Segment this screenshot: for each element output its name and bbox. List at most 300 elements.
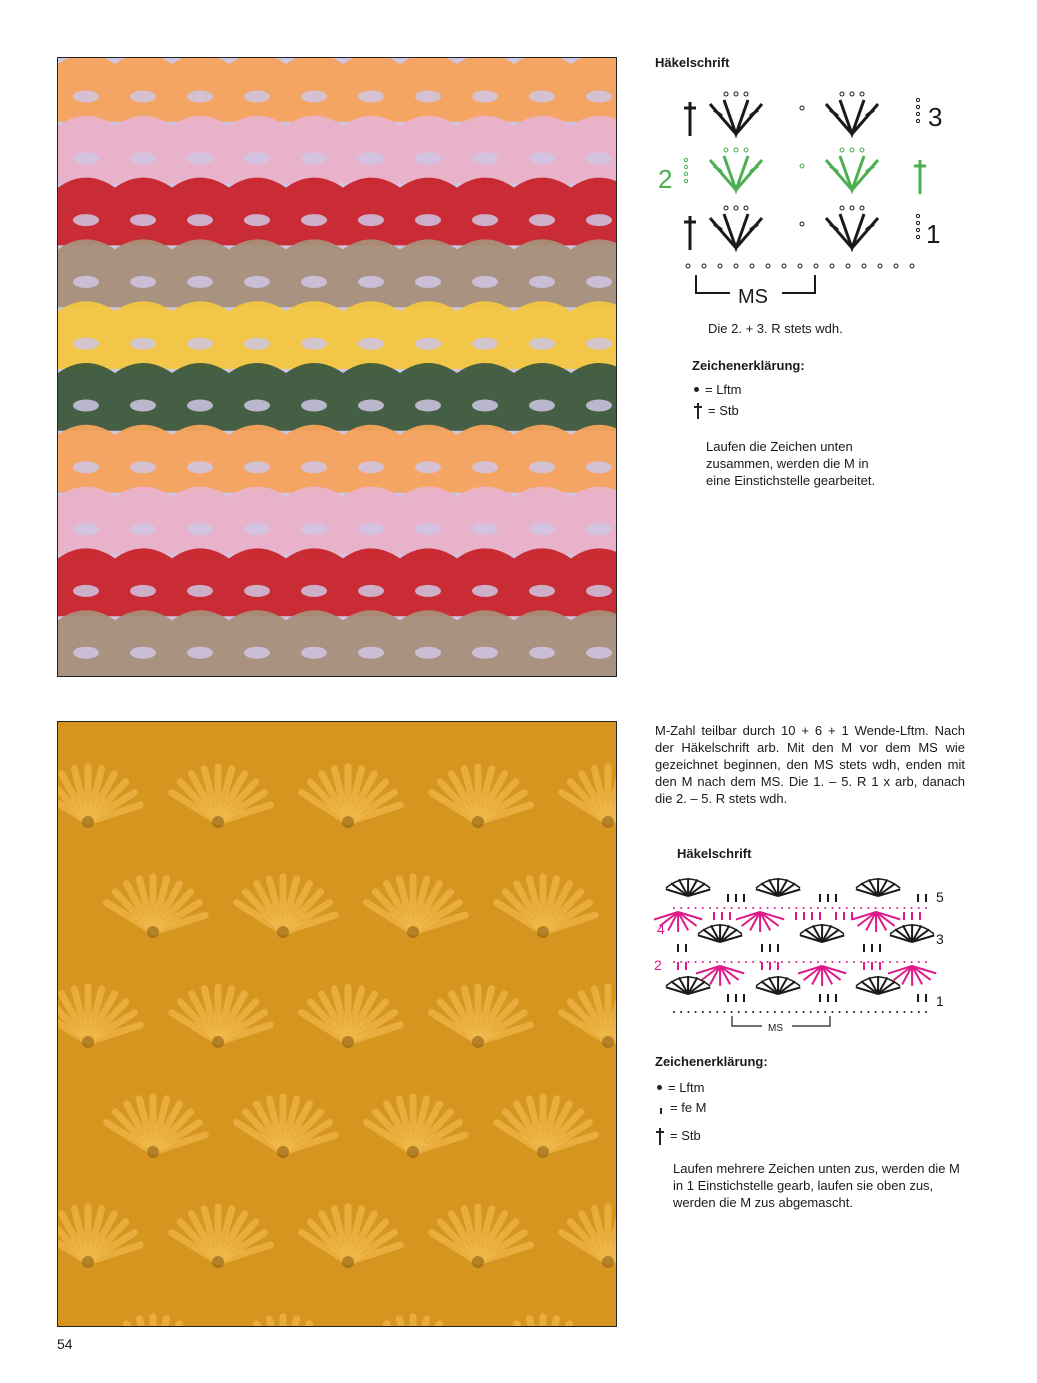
photo2-center bbox=[342, 1256, 354, 1268]
photo1-gap bbox=[529, 585, 555, 597]
photo1-gap bbox=[586, 152, 612, 164]
chart1-foundation-chain bbox=[894, 264, 898, 268]
photo1-gap bbox=[472, 461, 498, 473]
photo1-gap bbox=[358, 523, 384, 535]
chart2-chain-dot bbox=[860, 1011, 862, 1013]
chart2-chain-dot bbox=[846, 907, 848, 909]
chart1-chain-dot bbox=[916, 235, 919, 238]
chart2-chain-dot bbox=[709, 907, 711, 909]
chart2-chain-dot bbox=[810, 1011, 812, 1013]
photo1-gap bbox=[301, 461, 327, 473]
photo1-gap bbox=[301, 276, 327, 288]
photo1-gap bbox=[472, 90, 498, 102]
photo1-gap bbox=[472, 523, 498, 535]
chart1-foundation-chain bbox=[702, 264, 706, 268]
chart1-chain-dot bbox=[800, 164, 804, 168]
chart2-chain-dot bbox=[774, 907, 776, 909]
chart1-row-label-3: 3 bbox=[928, 102, 943, 132]
legend1-treble-text: = Stb bbox=[708, 402, 739, 418]
photo1-gap bbox=[301, 585, 327, 597]
photo1-gap bbox=[244, 214, 270, 226]
chart2-symbols bbox=[654, 878, 936, 1013]
chart2-chain-dot bbox=[673, 1011, 675, 1013]
chart2-chain-dot bbox=[673, 907, 675, 909]
photo1-gap bbox=[244, 399, 270, 411]
chart2-chain-dot bbox=[839, 1011, 841, 1013]
chart2-chain-dot bbox=[687, 961, 689, 963]
chart1-chain-dot bbox=[850, 206, 854, 210]
chart2-chain-dot bbox=[824, 1011, 826, 1013]
chart2-chain-dot bbox=[680, 1011, 682, 1013]
chart1-foundation-chain bbox=[814, 264, 818, 268]
chart2-chain-dot bbox=[860, 907, 862, 909]
chart2-chain-dot bbox=[774, 1011, 776, 1013]
photo2-center bbox=[342, 1036, 354, 1048]
photo1-gap bbox=[130, 523, 156, 535]
chart-heading-1: Häkelschrift bbox=[655, 55, 730, 70]
photo1-gap bbox=[529, 647, 555, 659]
photo2-center bbox=[407, 926, 419, 938]
chart2-repeat-label: MS bbox=[768, 1023, 783, 1034]
photo1-gap bbox=[586, 523, 612, 535]
photo1-gap bbox=[73, 523, 99, 535]
photo1-gap bbox=[415, 461, 441, 473]
photo1-gap bbox=[301, 338, 327, 350]
chart2-chain-dot bbox=[875, 907, 877, 909]
photo1-gap bbox=[130, 276, 156, 288]
photo1-gap bbox=[187, 338, 213, 350]
photo1-gap bbox=[244, 338, 270, 350]
chart1-chain-dot bbox=[734, 148, 738, 152]
legend2-chain-text: = Lftm bbox=[668, 1080, 705, 1095]
photo1-stripe bbox=[58, 425, 616, 493]
chart2-chain-dot bbox=[759, 907, 761, 909]
photo1-gap bbox=[301, 152, 327, 164]
photo1-stripe bbox=[58, 58, 616, 122]
chart2-chain-dot bbox=[745, 1011, 747, 1013]
chain-dot-icon bbox=[694, 387, 699, 392]
chart1-note: Die 2. + 3. R stets wdh. bbox=[708, 321, 843, 336]
photo1-gap bbox=[415, 585, 441, 597]
chart2-chain-dot bbox=[867, 1011, 869, 1013]
photo1-gap bbox=[73, 461, 99, 473]
photo2-center bbox=[147, 1146, 159, 1158]
chart2-row-label-3: 3 bbox=[936, 931, 944, 947]
photo1-stripe bbox=[58, 610, 616, 676]
chart2-chain-dot bbox=[803, 1011, 805, 1013]
photo1-gap bbox=[130, 399, 156, 411]
chart1-foundation-chain bbox=[862, 264, 866, 268]
photo1-gap bbox=[586, 399, 612, 411]
photo1-gap bbox=[415, 276, 441, 288]
legend2-row-single bbox=[656, 1099, 707, 1115]
chart1-chain-dot bbox=[800, 106, 804, 110]
chart1-foundation-chain bbox=[734, 264, 738, 268]
photo1-gap bbox=[301, 90, 327, 102]
chart1-chain-dot bbox=[850, 148, 854, 152]
photo1-gap bbox=[301, 647, 327, 659]
photo1-gap bbox=[472, 152, 498, 164]
chart1-chain-dot bbox=[744, 206, 748, 210]
chart1-chain-dot bbox=[684, 158, 687, 161]
chart2-chain-dot bbox=[709, 961, 711, 963]
chart2-chain-dot bbox=[738, 907, 740, 909]
photo1-gap bbox=[529, 276, 555, 288]
photo2-center bbox=[147, 926, 159, 938]
chart2-chain-dot bbox=[716, 1011, 718, 1013]
photo1-gap bbox=[73, 647, 99, 659]
legend2-treble-text: = Stb bbox=[670, 1127, 701, 1143]
chart2-chain-dot bbox=[723, 961, 725, 963]
chart2-chain-dot bbox=[839, 961, 841, 963]
chart2-chain-dot bbox=[716, 907, 718, 909]
photo2-center bbox=[212, 1256, 224, 1268]
chart2-chain-dot bbox=[781, 907, 783, 909]
chart1-chain-dot bbox=[860, 148, 864, 152]
chart1-row-label-2: 2 bbox=[658, 164, 673, 194]
photo1-gap bbox=[187, 152, 213, 164]
photo1-gap bbox=[415, 338, 441, 350]
chart1-chain-dot bbox=[850, 92, 854, 96]
chart2-chain-dot bbox=[759, 1011, 761, 1013]
photo1-gap bbox=[73, 214, 99, 226]
chart2-chain-dot bbox=[702, 961, 704, 963]
pattern2-intro: M-Zahl teilbar durch 10 + 6 + 1 Wende-Lftm. Nach der Häkelschrift arb. Mit den M vor dem MS wie gezeichnet beginnen, den MS stets wdh, enden mit den M nach dem MS. Die 1. – 5. R 1 x arb, danach die 2. – 5. R stets wdh. bbox=[655, 723, 965, 806]
striped-sample-image bbox=[58, 58, 616, 676]
chart2-chain-dot bbox=[860, 961, 862, 963]
chart2-chain-dot bbox=[831, 961, 833, 963]
chart2-chain-dot bbox=[774, 961, 776, 963]
chart2-chain-dot bbox=[716, 961, 718, 963]
photo2-center bbox=[472, 1036, 484, 1048]
chart2-chain-dot bbox=[853, 1011, 855, 1013]
chart1-fan-symbol bbox=[710, 100, 762, 134]
chart2-chain-dot bbox=[738, 1011, 740, 1013]
chart1-chain-dot bbox=[840, 148, 844, 152]
chart1-chain-dot bbox=[800, 222, 804, 226]
photo1-gap bbox=[415, 214, 441, 226]
photo1-gap bbox=[472, 214, 498, 226]
chart2-chain-dot bbox=[903, 907, 905, 909]
photo1-gap bbox=[586, 276, 612, 288]
chart2-chain-dot bbox=[875, 961, 877, 963]
chart2-chain-dot bbox=[723, 1011, 725, 1013]
photo1-gap bbox=[472, 647, 498, 659]
chart1-fan-symbol bbox=[710, 214, 762, 248]
treble-icon bbox=[654, 1124, 666, 1146]
chart1-repeat-label: MS bbox=[738, 286, 768, 308]
chart2-chain-dot bbox=[788, 961, 790, 963]
photo1-gap bbox=[529, 461, 555, 473]
photo1-stripe bbox=[58, 116, 616, 184]
chart2-chain-dot bbox=[882, 961, 884, 963]
chart1-fan-symbol bbox=[826, 214, 878, 248]
chart1-chain-dot bbox=[744, 148, 748, 152]
chart2-chain-dot bbox=[903, 1011, 905, 1013]
chart2-chain-dot bbox=[803, 907, 805, 909]
photo1-gap bbox=[358, 338, 384, 350]
chart2-chain-dot bbox=[687, 907, 689, 909]
photo2-center bbox=[407, 1146, 419, 1158]
photo2-center bbox=[82, 816, 94, 828]
chart2-chain-dot bbox=[731, 1011, 733, 1013]
photo1-gap bbox=[73, 152, 99, 164]
chart1-fan-symbol bbox=[710, 156, 762, 190]
photo1-gap bbox=[130, 585, 156, 597]
photo1-gap bbox=[187, 90, 213, 102]
photo1-gap bbox=[529, 90, 555, 102]
chart2-chain-dot bbox=[795, 907, 797, 909]
photo1-gap bbox=[529, 338, 555, 350]
chart1-chain-dot bbox=[684, 165, 687, 168]
chart2-chain-dot bbox=[824, 961, 826, 963]
chart2-row-label-1: 1 bbox=[936, 993, 944, 1009]
chart2-chain-dot bbox=[723, 907, 725, 909]
photo1-gap bbox=[472, 399, 498, 411]
chart1-chain-dot bbox=[734, 206, 738, 210]
photo1-stripe bbox=[58, 178, 616, 246]
photo1-stripe bbox=[58, 548, 616, 616]
chart2-chain-dot bbox=[767, 961, 769, 963]
chart2-chain-dot bbox=[925, 1011, 927, 1013]
chart1-chain-dot bbox=[916, 112, 919, 115]
chart1-chain-dot bbox=[840, 206, 844, 210]
photo1-gap bbox=[244, 276, 270, 288]
photo1-gap bbox=[415, 152, 441, 164]
chart2-chain-dot bbox=[918, 1011, 920, 1013]
chain-dot-icon bbox=[657, 1085, 662, 1090]
chart2-chain-dot bbox=[745, 907, 747, 909]
chart2-chain-dot bbox=[695, 907, 697, 909]
crochet-sample-photo-striped bbox=[57, 57, 617, 677]
photo1-stripe bbox=[58, 301, 616, 369]
photo1-gap bbox=[187, 585, 213, 597]
chart2-chain-dot bbox=[918, 907, 920, 909]
chart2-chain-dot bbox=[788, 907, 790, 909]
chart1-foundation-chain bbox=[750, 264, 754, 268]
photo1-gap bbox=[187, 523, 213, 535]
photo1-gap bbox=[586, 338, 612, 350]
chart2-chain-dot bbox=[752, 1011, 754, 1013]
chart2-chain-dot bbox=[911, 1011, 913, 1013]
photo1-gap bbox=[415, 523, 441, 535]
photo1-gap bbox=[73, 90, 99, 102]
chart2-chain-dot bbox=[795, 1011, 797, 1013]
chart2-chain-dot bbox=[752, 961, 754, 963]
photo1-gap bbox=[358, 647, 384, 659]
legend1-heading: Zeichenerklärung: bbox=[692, 358, 805, 373]
chart1-treble-symbol bbox=[684, 102, 696, 136]
chart1-treble-symbol bbox=[684, 216, 696, 250]
chart1-chain-dot bbox=[724, 206, 728, 210]
chart2-chain-dot bbox=[810, 907, 812, 909]
photo1-gap bbox=[529, 214, 555, 226]
photo1-gap bbox=[415, 90, 441, 102]
photo1-gap bbox=[472, 338, 498, 350]
chart1-chain-dot bbox=[684, 172, 687, 175]
chart2-chain-dot bbox=[709, 1011, 711, 1013]
chart1-chain-dot bbox=[744, 92, 748, 96]
page-number: 54 bbox=[57, 1336, 73, 1352]
chart1-chain-dot bbox=[860, 92, 864, 96]
chart1-fan-symbol bbox=[826, 100, 878, 134]
photo1-gap bbox=[586, 461, 612, 473]
photo1-gap bbox=[244, 647, 270, 659]
photo1-gap bbox=[529, 152, 555, 164]
chart2-chain-dot bbox=[687, 1011, 689, 1013]
chart1-chain-dot bbox=[860, 206, 864, 210]
chart1-foundation-chain bbox=[782, 264, 786, 268]
chart2-chain-dot bbox=[731, 907, 733, 909]
photo1-gap bbox=[301, 523, 327, 535]
chart2-chain-dot bbox=[875, 1011, 877, 1013]
legend1-row-chain bbox=[694, 382, 742, 397]
legend2-single-text: = fe M bbox=[670, 1099, 707, 1115]
chart1-foundation-chain bbox=[718, 264, 722, 268]
chart2-chain-dot bbox=[767, 907, 769, 909]
photo1-gap bbox=[529, 523, 555, 535]
photo1-gap bbox=[187, 214, 213, 226]
chart2-chain-dot bbox=[831, 907, 833, 909]
chart2-chain-dot bbox=[695, 1011, 697, 1013]
photo1-gap bbox=[73, 338, 99, 350]
photo1-gap bbox=[130, 214, 156, 226]
photo1-gap bbox=[472, 276, 498, 288]
chart1-chain-dot bbox=[724, 148, 728, 152]
chart2-chain-dot bbox=[918, 961, 920, 963]
photo1-gap bbox=[358, 585, 384, 597]
legend2-heading: Zeichenerklärung: bbox=[655, 1054, 768, 1069]
photo2-center bbox=[277, 926, 289, 938]
chart1-row-label-1: 1 bbox=[926, 219, 941, 249]
chart2-row-label-5: 5 bbox=[936, 889, 944, 905]
chart2-chain-dot bbox=[702, 907, 704, 909]
chart2-chain-dot bbox=[911, 961, 913, 963]
legend1-row-treble bbox=[692, 400, 739, 420]
photo1-gap bbox=[415, 399, 441, 411]
photo1-gap bbox=[187, 276, 213, 288]
photo2-center bbox=[212, 816, 224, 828]
chart2-chain-dot bbox=[767, 1011, 769, 1013]
chart2-chain-dot bbox=[831, 1011, 833, 1013]
photo1-gap bbox=[73, 276, 99, 288]
photo1-gap bbox=[358, 276, 384, 288]
chart1-symbols bbox=[684, 92, 926, 268]
photo1-gap bbox=[358, 90, 384, 102]
chart2-chain-dot bbox=[680, 961, 682, 963]
chart2-chain-dot bbox=[788, 1011, 790, 1013]
chart2-chain-dot bbox=[839, 907, 841, 909]
chart1-foundation-chain bbox=[798, 264, 802, 268]
chart2-chain-dot bbox=[824, 907, 826, 909]
photo1-gap bbox=[358, 461, 384, 473]
legend1-explanation: Laufen die Zeichen unten zusammen, werden die M in eine Einstichstelle gearbeitet. bbox=[706, 439, 876, 488]
treble-icon bbox=[692, 400, 704, 420]
chart1-chain-dot bbox=[916, 228, 919, 231]
photo1-gap bbox=[187, 461, 213, 473]
photo2-center bbox=[277, 1146, 289, 1158]
chart2-chain-dot bbox=[911, 907, 913, 909]
photo2-center bbox=[602, 816, 614, 828]
photo1-gap bbox=[130, 90, 156, 102]
chart2-chain-dot bbox=[903, 961, 905, 963]
crochet-chart-2 bbox=[650, 866, 960, 1038]
photo1-gap bbox=[586, 90, 612, 102]
chart2-chain-dot bbox=[925, 961, 927, 963]
photo2-center bbox=[602, 1256, 614, 1268]
photo1-gap bbox=[529, 399, 555, 411]
photo1-gap bbox=[130, 647, 156, 659]
chart2-chain-dot bbox=[867, 961, 869, 963]
chart2-chain-dot bbox=[846, 1011, 848, 1013]
chart2-chain-dot bbox=[817, 907, 819, 909]
photo1-gap bbox=[415, 647, 441, 659]
chart2-chain-dot bbox=[673, 961, 675, 963]
mustard-sample-image bbox=[58, 722, 616, 1326]
photo1-gap bbox=[358, 152, 384, 164]
crochet-chart-1 bbox=[650, 80, 960, 310]
photo1-gap bbox=[187, 647, 213, 659]
chart2-chain-dot bbox=[889, 1011, 891, 1013]
chart1-foundation-chain bbox=[878, 264, 882, 268]
chart1-fan-symbol bbox=[826, 156, 878, 190]
chart1-foundation-chain bbox=[830, 264, 834, 268]
photo2-center bbox=[537, 926, 549, 938]
chart2-chain-dot bbox=[795, 961, 797, 963]
photo1-gap bbox=[358, 214, 384, 226]
chart1-chain-dot bbox=[724, 92, 728, 96]
chart1-chain-dot bbox=[916, 221, 919, 224]
chart1-chain-dot bbox=[916, 214, 919, 217]
chart1-chain-dot bbox=[734, 92, 738, 96]
chart2-chain-dot bbox=[695, 961, 697, 963]
legend2-explanation: Laufen mehrere Zeichen unten zus, werden die M in 1 Einstichstelle gearb, laufen sie oben zus, werden die M zus abgemascht. bbox=[673, 1161, 960, 1210]
chart2-chain-dot bbox=[846, 961, 848, 963]
photo1-stripe bbox=[58, 487, 616, 555]
crochet-sample-photo-mustard bbox=[57, 721, 617, 1327]
photo1-gap bbox=[73, 585, 99, 597]
photo1-gap bbox=[244, 523, 270, 535]
chart2-chain-dot bbox=[702, 1011, 704, 1013]
photo2-center bbox=[82, 1256, 94, 1268]
photo1-gap bbox=[187, 399, 213, 411]
chart1-chain-dot bbox=[840, 92, 844, 96]
chart2-chain-dot bbox=[731, 961, 733, 963]
photo1-gap bbox=[130, 461, 156, 473]
chart1-chain-dot bbox=[916, 98, 919, 101]
photo2-center bbox=[472, 1256, 484, 1268]
photo1-gap bbox=[586, 585, 612, 597]
chart2-chain-dot bbox=[889, 907, 891, 909]
photo1-gap bbox=[130, 152, 156, 164]
chart2-chain-dot bbox=[738, 961, 740, 963]
chart2-chain-dot bbox=[803, 961, 805, 963]
chart2-chain-dot bbox=[752, 907, 754, 909]
chart2-chain-dot bbox=[781, 1011, 783, 1013]
photo1-gap bbox=[301, 399, 327, 411]
legend2-row-treble bbox=[654, 1124, 701, 1146]
chart1-foundation-chain bbox=[846, 264, 850, 268]
photo1-gap bbox=[301, 214, 327, 226]
chart2-row-label-2: 2 bbox=[654, 957, 662, 973]
chart2-chain-dot bbox=[867, 907, 869, 909]
photo2-center bbox=[82, 1036, 94, 1048]
photo2-center bbox=[472, 816, 484, 828]
chart2-chain-dot bbox=[680, 907, 682, 909]
photo1-gap bbox=[244, 461, 270, 473]
photo1-gap bbox=[73, 399, 99, 411]
chart1-chain-dot bbox=[684, 179, 687, 182]
